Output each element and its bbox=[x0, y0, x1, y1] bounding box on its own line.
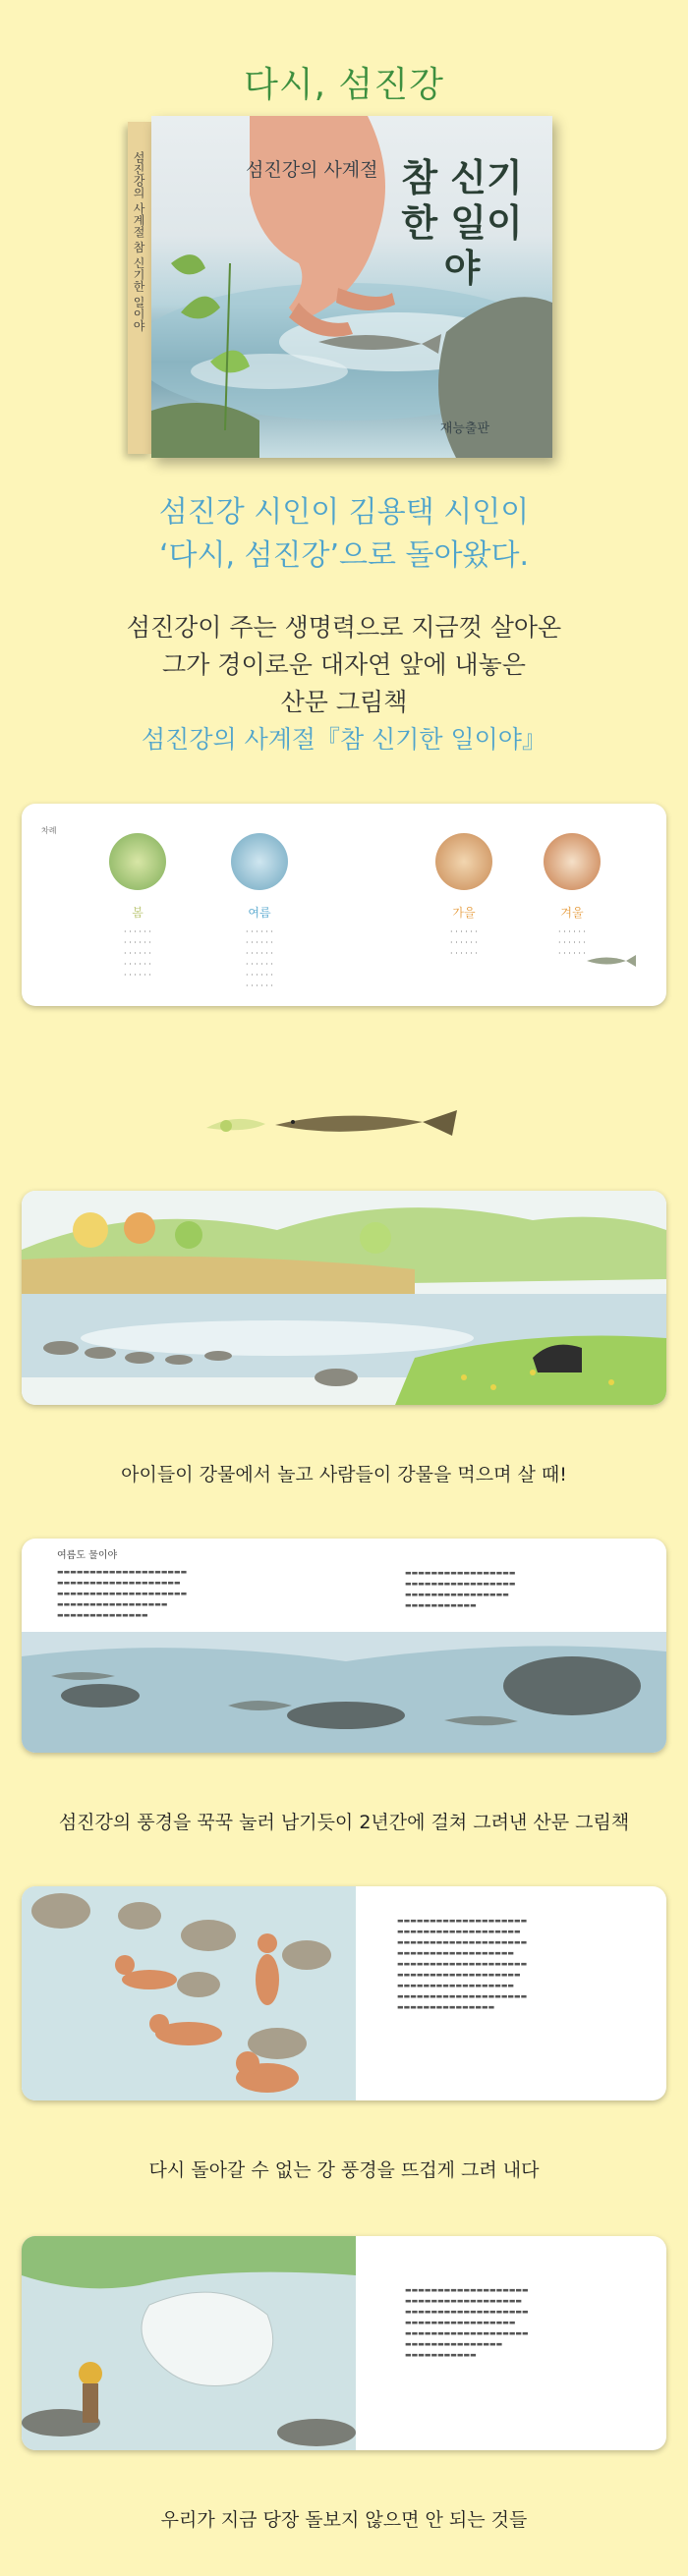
spread2-left-text: 여름도 물이야 ▬▬▬▬▬▬▬▬▬▬▬▬▬▬▬▬▬▬▬▬ ▬▬▬▬▬▬▬▬▬▬▬▬▬▬▬▬▬▬▬ ▬▬▬▬▬▬▬▬▬▬▬▬▬▬▬▬▬▬▬▬ ▬▬▬▬▬▬▬▬▬▬▬▬▬▬▬▬▬ ▬▬▬▬▬▬▬▬▬▬▬▬▬▬ bbox=[57, 1550, 293, 1621]
caption-1: 아이들이 강물에서 놀고 사람들이 강물을 먹으며 살 때! bbox=[121, 1464, 567, 1485]
winter-illustration bbox=[544, 833, 601, 890]
season-summer-label: 여름 bbox=[248, 906, 271, 920]
cover-title: 참 신기한 일이야 bbox=[401, 156, 523, 290]
intro-desc-4: 섬진강의 사계절『참 신기한 일이야』 bbox=[142, 725, 546, 754]
river-landscape-spread bbox=[22, 1191, 666, 1405]
spread2-heading: 여름도 물이야 bbox=[57, 1550, 118, 1561]
summer-river-spread bbox=[22, 1539, 666, 1753]
caption-2: 섬진강의 풍경을 꾹꾹 눌러 남기듯이 2년간에 걸쳐 그려낸 산문 그림책 bbox=[58, 1812, 630, 1833]
cover-publisher: 재능출판 bbox=[439, 421, 489, 436]
winter-entries: · · · · · · · · · · · · · · · · · · bbox=[558, 927, 586, 958]
spring-entries: · · · · · · · · · · · · · · · · · · · · · · · · · · · · · · bbox=[124, 927, 151, 980]
toc-spread bbox=[22, 804, 666, 1006]
book-cover-image bbox=[128, 116, 552, 458]
net-fishing-spread bbox=[22, 2236, 666, 2450]
children-swimming-spread bbox=[22, 1886, 666, 2100]
summer-illustration bbox=[231, 833, 288, 890]
small-fish-icon bbox=[582, 951, 641, 971]
spread2-right-text: ▬▬▬▬▬▬▬▬▬▬▬▬▬▬▬▬▬ ▬▬▬▬▬▬▬▬▬▬▬▬▬▬▬▬▬ ▬▬▬▬▬▬▬▬▬▬▬▬▬▬▬▬ ▬▬▬▬▬▬▬▬▬▬▬ bbox=[405, 1569, 516, 1609]
summer-entries: · · · · · · · · · · · · · · · · · · · · · · · · · · · · · · · · · · · · bbox=[246, 927, 273, 990]
book-front-cover bbox=[151, 116, 552, 458]
intro-desc-1: 섬진강이 주는 생명력으로 지금껏 살아온 bbox=[126, 613, 562, 642]
autumn-illustration bbox=[435, 833, 492, 890]
caption-3: 다시 돌아갈 수 없는 강 풍경을 뜨겁게 그려 내다 bbox=[148, 2159, 540, 2181]
intro-desc-3: 산문 그림책 bbox=[280, 688, 408, 716]
river-landscape-illustration bbox=[22, 1191, 666, 1405]
intro-headline bbox=[0, 491, 688, 578]
season-summer bbox=[201, 833, 318, 991]
fish-divider-icon bbox=[206, 1100, 462, 1149]
season-spring-label: 봄 bbox=[132, 906, 143, 920]
autumn-entries: · · · · · · · · · · · · · · · · · · bbox=[450, 927, 478, 958]
page-title: 다시, 섬진강 bbox=[244, 65, 444, 105]
season-winter-label: 겨울 bbox=[560, 906, 584, 920]
spread4-text: ▬▬▬▬▬▬▬▬▬▬▬▬▬▬▬▬▬▬▬ ▬▬▬▬▬▬▬▬▬▬▬▬▬▬▬▬▬▬ ▬▬▬▬▬▬▬▬▬▬▬▬▬▬▬▬▬▬▬ ▬▬▬▬▬▬▬▬▬▬▬▬▬▬▬▬▬ ▬▬▬▬▬▬▬▬▬▬▬▬▬▬▬▬▬▬▬ ▬▬▬▬▬▬▬▬▬▬▬▬▬▬▬ ▬▬▬▬▬▬▬▬▬▬▬ bbox=[405, 2286, 529, 2359]
intro-line-2: ‘다시, 섬진강’으로 돌아왔다. bbox=[159, 538, 529, 573]
toc-label: 차례 bbox=[41, 826, 57, 835]
spread3-text: ▬▬▬▬▬▬▬▬▬▬▬▬▬▬▬▬▬▬▬▬ ▬▬▬▬▬▬▬▬▬▬▬▬▬▬▬▬▬▬▬ ▬▬▬▬▬▬▬▬▬▬▬▬▬▬▬▬▬▬▬▬ ▬▬▬▬▬▬▬▬▬▬▬▬▬▬▬▬▬▬ ▬▬▬▬▬▬▬▬▬▬▬▬▬▬▬▬▬▬▬▬ ▬▬▬▬▬▬▬▬▬▬▬▬▬▬▬▬▬▬▬ ▬▬▬▬▬▬▬▬▬▬▬▬▬▬▬▬▬▬ ▬▬▬▬▬▬▬▬▬▬▬▬▬▬▬▬▬▬▬▬ ▬▬▬▬▬▬▬▬▬▬▬▬▬▬▬ bbox=[397, 1917, 528, 2011]
season-autumn bbox=[405, 833, 523, 959]
spring-illustration bbox=[109, 833, 166, 890]
book-spine bbox=[128, 122, 151, 454]
book-spine-text: 섬진강의 사계절 참 신기한 일이야 bbox=[132, 151, 145, 332]
intro-desc-2: 그가 경이로운 대자연 앞에 내놓은 bbox=[162, 650, 526, 679]
season-autumn-label: 가을 bbox=[452, 906, 476, 920]
season-winter bbox=[513, 833, 631, 959]
caption-4: 우리가 지금 당장 돌보지 않으면 안 되는 것들 bbox=[160, 2509, 528, 2531]
intro-description bbox=[0, 609, 688, 758]
cover-subtitle: 섬진강의 사계절 bbox=[246, 159, 378, 181]
season-spring bbox=[79, 833, 197, 980]
intro-line-1: 섬진강 시인이 김용택 시인이 bbox=[158, 495, 530, 530]
